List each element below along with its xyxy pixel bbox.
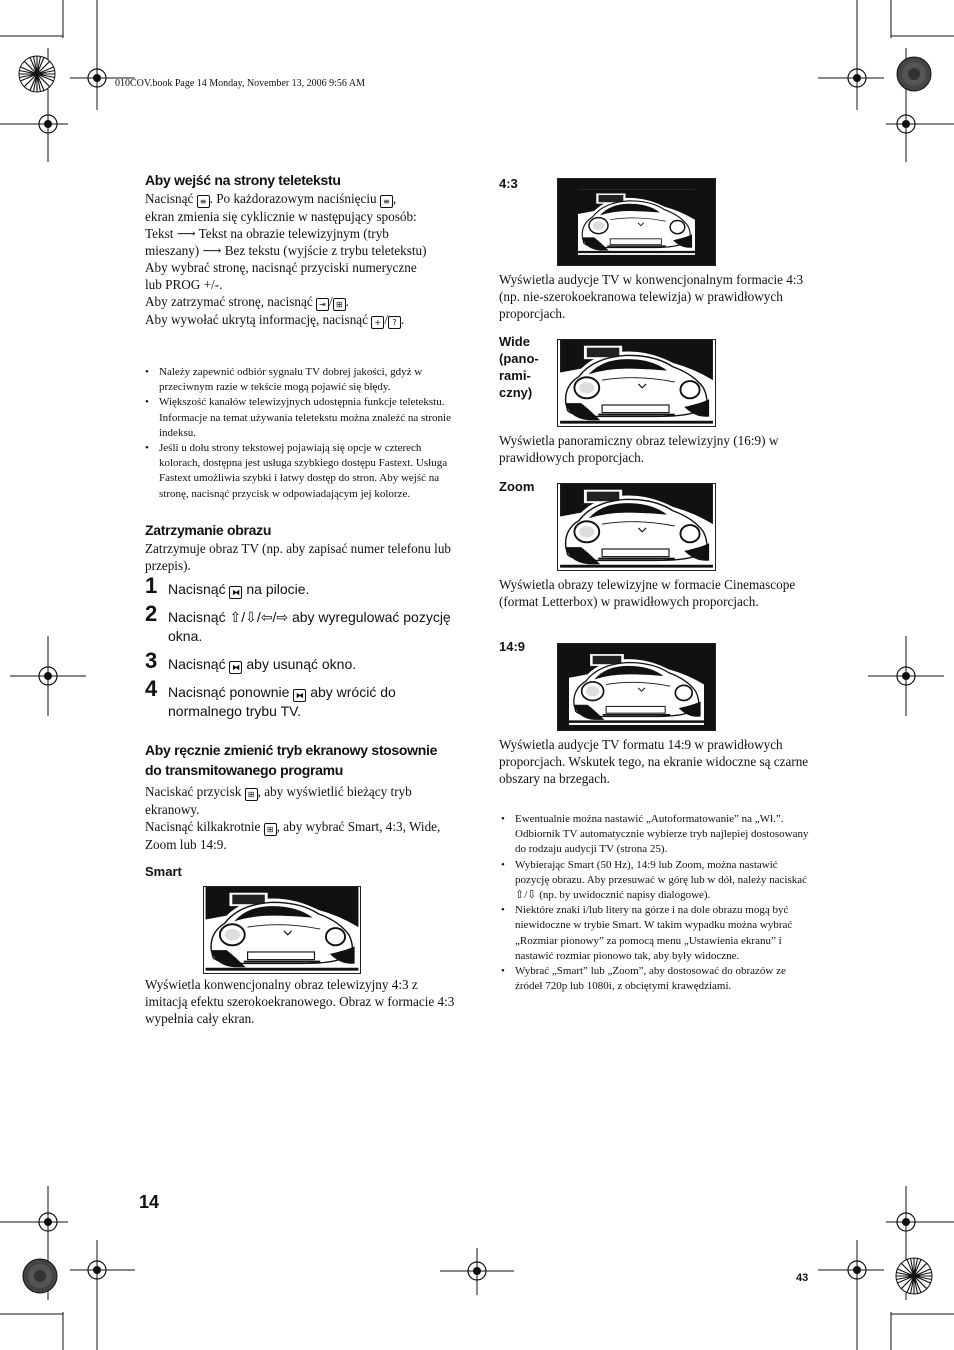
mode-desc-4-3: Wyświetla audycje TV w konwencjonalnym formacie 4:3 (np. nie-szerokoekranowa telewizja) w prawidłowych proporcjach.: [499, 272, 804, 321]
list-item: • Większość kanałów telewizyjnych udostępnia funkcje teletekstu. Informacje na temat używania teletekstu można znaleźć na stronie indeksu.: [145, 395, 457, 441]
list-item: • Wybrać „Smart” lub „Zoom”, aby dostosować do obrazów ze źródeł 720p lub 1080i, z obciętymi krawędziami.: [501, 964, 813, 994]
teletext-icon: ≡: [380, 195, 393, 208]
page-number-secondary: 43: [796, 1272, 809, 1284]
smart-mode-image: [203, 886, 361, 974]
freeze-desc: Zatrzymuje obraz TV (np. aby zapisać numer telefonu lub przepis).: [145, 540, 452, 573]
mode-label-zoom: Zoom: [499, 479, 535, 494]
smart-desc: Wyświetla konwencjonalny obraz telewizyjny 4:3 z imitacją efektu szerokoekranowego. Obraz w formacie 4:3 wypełnia cały ekran.: [145, 976, 455, 1026]
car-image: [578, 179, 695, 265]
arrows-icon: ⇧/⇩/⇦/⇨: [229, 608, 289, 625]
mode-label-14-9: 14:9: [499, 639, 526, 654]
crosshair-icon: [837, 58, 877, 98]
list-item: • Niektóre znaki i/lub litery na górze i na dole obrazu mogą być niewidoczne w trybie Smart. W takim wypadku można wybrać „Rozmiar pionowy” za pomocą menu „Ustawienia ekranu” i nastawić rozmiar pionowo tak, aby były widoczne.: [501, 903, 813, 964]
crosshair-icon: [886, 656, 926, 696]
freeze-steps: [145, 572, 457, 721]
crosshair-icon: [28, 656, 68, 696]
list-item: • Ewentualnie można nastawić „Autoformatowanie” na „Wł.”. Odbiornik TV automatycznie wybierze tryb najlepiej dostosowany do rodzaju audycji TV (strona 25).: [501, 812, 813, 858]
mode-4-3-image: [557, 178, 716, 266]
crosshair-icon: [77, 1250, 117, 1290]
crosshair-icon: [77, 58, 117, 98]
file-header: 010COV.book Page 14 Monday, November 13, 2006 9:56 AM: [115, 78, 365, 89]
hold-icon: ⇥: [316, 298, 329, 311]
mode-desc-zoom: Wyświetla obrazy telewizyjne w formacie Cinemascope (format Letterbox) w prawidłowych proporcjach.: [499, 577, 796, 609]
freeze-icon: ⧓: [229, 661, 242, 674]
teletext-body: Nacisnąć ≡ . Po każdorazowym naciśnięciu ≡ , ekran zmienia się cyklicznie w następujący sposób: Tekst ⟶ Tekst na obrazie telewizyjnym (tryb mieszany) ⟶ Bez tekstu (wyjście z trybu teletekstu) Aby wybrać stronę, nacisnąć przyciski numeryczne lub PROG +/-. Aby zatrzymać stronę, nacisnąć ⇥ / ⊞ . Aby wywołać ukrytą informację, nacisnąć + / ? .: [145, 191, 427, 327]
freeze-icon: ⧓: [293, 689, 306, 702]
step-3: 3 Nacisnąć ⧓ aby usunąć okno.: [145, 647, 357, 673]
freeze-icon: ⧓: [229, 586, 242, 599]
crosshair-icon: [28, 104, 68, 144]
smart-label: Smart: [145, 863, 182, 879]
crosshair-icon: [837, 1250, 877, 1290]
teletext-notes: [145, 365, 457, 502]
sunburst-registration-icon: [894, 1256, 934, 1296]
mode-14-9-image: [557, 643, 716, 731]
screen-mode-body: Naciskać przycisk ⊞ , aby wyświetlić bieżący tryb ekranowy. Nacisnąć kilkakrotnie ⊞ , aby wybrać Smart, 4:3, Wide, Zoom lub 14:9.: [145, 783, 441, 852]
mode-wide-image: [557, 339, 716, 427]
dark-registration-icon: [20, 1256, 60, 1296]
mode-label-wide: Wide (pano- rami- czny): [499, 334, 539, 400]
mode-zoom-image: [557, 483, 716, 571]
wide-mode-icon: ⊞: [245, 788, 258, 801]
screen-mode-notes: [501, 812, 813, 994]
crosshair-icon: [457, 1251, 497, 1291]
page-number: 14: [139, 1192, 160, 1212]
step-4: 4 Nacisnąć ponownie ⧓ aby wrócić do normalnego trybu TV.: [145, 675, 396, 719]
list-item: • Wybierając Smart (50 Hz), 14:9 lub Zoom, można nastawić pozycję obrazu. Aby przesuwać w górę lub w dół, należy naciskać ⇧/⇩ (np. by uwidocznić napisy dialogowe).: [501, 858, 813, 904]
subpage-icon: ⊞: [333, 298, 346, 311]
sunburst-registration-icon: [17, 54, 57, 94]
arrow-icon: ⟶: [176, 226, 196, 241]
freeze-heading: Zatrzymanie obrazu: [145, 521, 272, 538]
question-icon: ?: [388, 316, 401, 329]
reveal-icon: +: [371, 316, 384, 329]
list-item: • Należy zapewnić odbiór sygnału TV dobrej jakości, gdyż w przeciwnym razie w tekście mogą pojawić się błędy.: [145, 365, 457, 395]
mode-desc-wide: Wyświetla panoramiczny obraz telewizyjny (16:9) w prawidłowych proporcjach.: [499, 433, 779, 465]
step-1: 1 Nacisnąć ⧓ na pilocie.: [145, 572, 310, 598]
teletext-icon: ≡: [197, 195, 210, 208]
screen-mode-heading: Aby ręcznie zmienić tryb ekranowy stosownie do transmitowanego programu: [145, 741, 438, 778]
crosshair-icon: [28, 1202, 68, 1242]
step-2: 2 Nacisnąć ⇧/⇩/⇦/⇨ aby wyregulować pozycję okna.: [145, 600, 451, 644]
list-item: • Jeśli u dołu strony tekstowej pojawiają się opcje w czterech kolorach, dostępna jest usługa szybkiego dostępu Fastext. Usługa Fastext umożliwia szybki i łatwy dostęp do stron. Aby wejść na stronę, nacisnąć przycisk w odpowiadającym jej kolorze.: [145, 441, 457, 502]
mode-label-4-3: 4:3: [499, 176, 518, 191]
wide-mode-icon: ⊞: [264, 823, 277, 836]
mode-desc-14-9: Wyświetla audycje TV formatu 14:9 w prawidłowych proporcjach. Wskutek tego, na ekranie widoczne są czarne obszary na brzegach.: [499, 737, 809, 786]
arrow-icon: ⟶: [202, 243, 222, 258]
car-image: [569, 644, 704, 730]
crosshair-icon: [886, 1202, 926, 1242]
crosshair-icon: [886, 104, 926, 144]
dark-registration-icon: [894, 54, 934, 94]
teletext-heading: Aby wejść na strony teletekstu: [145, 172, 341, 188]
